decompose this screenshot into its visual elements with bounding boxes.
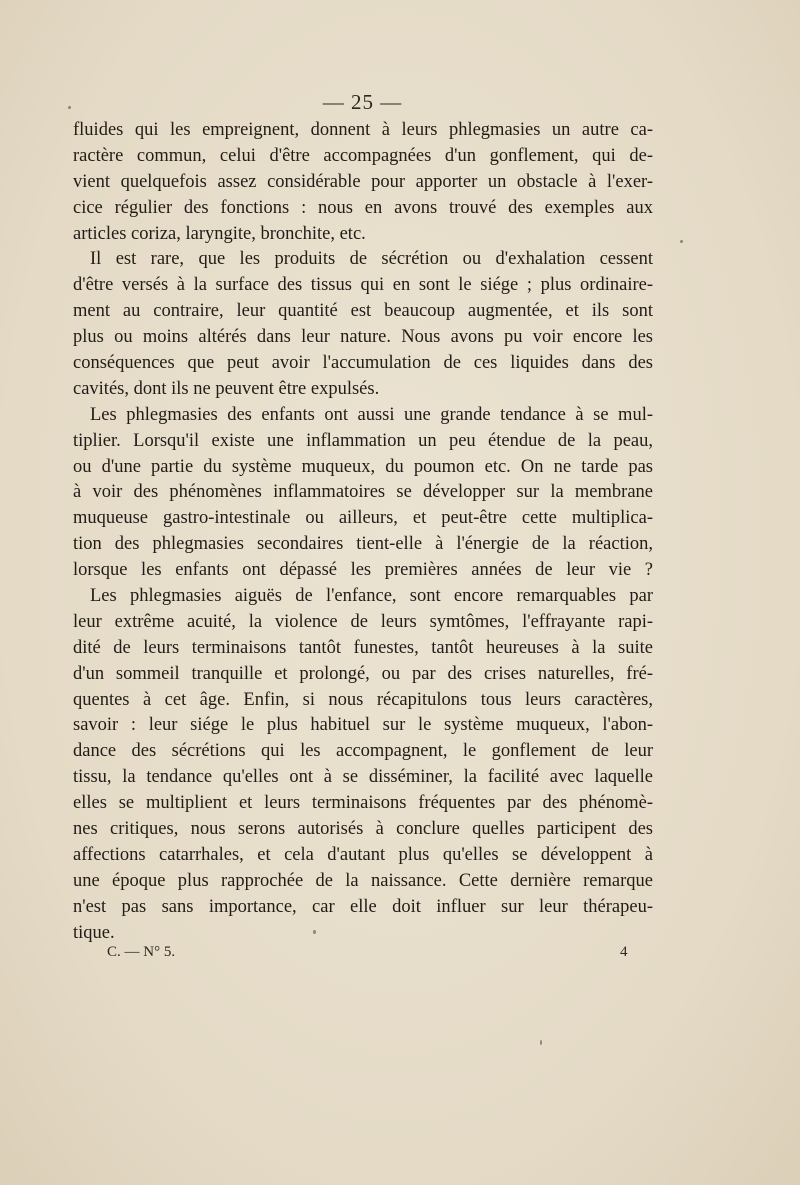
text-line: Il est rare, que les produits de sécrétion ou d'exhalation cessent xyxy=(90,249,653,270)
text-line: plus ou moins altérés dans leur nature. Nous avons pu voir encore les xyxy=(73,327,653,348)
text-line: dité de leurs terminaisons tantôt funestes, tantôt heureuses à la suite xyxy=(73,637,653,658)
paper-speck xyxy=(540,1040,542,1045)
text-line: tissu, la tendance qu'elles ont à se disséminer, la facilité avec laquelle xyxy=(73,767,653,788)
text-line: dance des sécrétions qui les accompagnent, le gonflement de leur xyxy=(73,741,653,762)
text-line: nes critiques, nous serons autorisés à conclure quelles participent des xyxy=(73,819,653,840)
text-line: articles coriza, laryngite, bronchite, etc. xyxy=(73,223,366,244)
text-line: tion des phlegmasies secondaires tient-elle à l'énergie de la réaction, xyxy=(73,534,653,555)
text-line: savoir : leur siége le plus habituel sur le système muqueux, l'abon- xyxy=(73,715,653,736)
text-line: ractère commun, celui d'être accompagnées d'un gonflement, qui de- xyxy=(73,145,653,166)
page-number-header: — 25 — xyxy=(322,90,403,114)
text-line: Les phlegmasies des enfants ont aussi une grande tendance à se mul- xyxy=(90,404,653,425)
text-line: n'est pas sans importance, car elle doit influer sur leur thérapeu- xyxy=(73,896,653,917)
text-line: affections catarrhales, et cela d'autant plus qu'elles se développent à xyxy=(73,844,653,865)
text-line: cice régulier des fonctions : nous en avons trouvé des exemples aux xyxy=(73,197,653,218)
paper-speck xyxy=(68,106,71,109)
text-line: quentes à cet âge. Enfin, si nous récapitulons tous leurs caractères, xyxy=(73,689,653,710)
text-line: conséquences que peut avoir l'accumulation de ces liquides dans des xyxy=(73,353,653,374)
text-line: tique. xyxy=(73,922,115,943)
printer-signature-mark: C. — N° 5. xyxy=(107,944,176,960)
text-line: Les phlegmasies aiguës de l'enfance, sont encore remarquables par xyxy=(90,586,653,607)
paper-speck xyxy=(680,240,683,243)
text-line: lorsque les enfants ont dépassé les premières années de leur vie ? xyxy=(73,560,653,581)
text-line: elles se multiplient et leurs terminaisons fréquentes par des phénomè- xyxy=(73,793,653,814)
text-line: d'un sommeil tranquille et prolongé, ou par des crises naturelles, fré- xyxy=(73,663,653,684)
text-line: à voir des phénomènes inflammatoires se développer sur la membrane xyxy=(73,482,653,503)
signature-number: 4 xyxy=(620,944,628,960)
text-line: tiplier. Lorsqu'il existe une inflammation un peu étendue de la peau, xyxy=(73,430,653,451)
text-line: cavités, dont ils ne peuvent être expulsés. xyxy=(73,378,380,399)
text-line: leur extrême acuité, la violence de leurs symtômes, l'effrayante rapi- xyxy=(73,611,653,632)
text-line: d'être versés à la surface des tissus qui en sont le siége ; plus ordinaire- xyxy=(73,275,653,296)
text-line: vient quelquefois assez considérable pour apporter un obstacle à l'exer- xyxy=(73,171,653,192)
text-line: une époque plus rapprochée de la naissance. Cette dernière remarque xyxy=(73,870,653,891)
text-line: fluides qui les empreignent, donnent à leurs phlegmasies un autre ca- xyxy=(73,120,653,140)
body-text xyxy=(73,118,653,947)
paper-speck xyxy=(313,930,316,934)
text-line: muqueuse gastro-intestinale ou ailleurs, et peut-être cette multiplica- xyxy=(73,508,653,529)
text-line: ment au contraire, leur quantité est beaucoup augmentée, et ils sont xyxy=(73,301,653,322)
text-line: ou d'une partie du système muqueux, du poumon etc. On ne tarde pas xyxy=(73,456,653,477)
